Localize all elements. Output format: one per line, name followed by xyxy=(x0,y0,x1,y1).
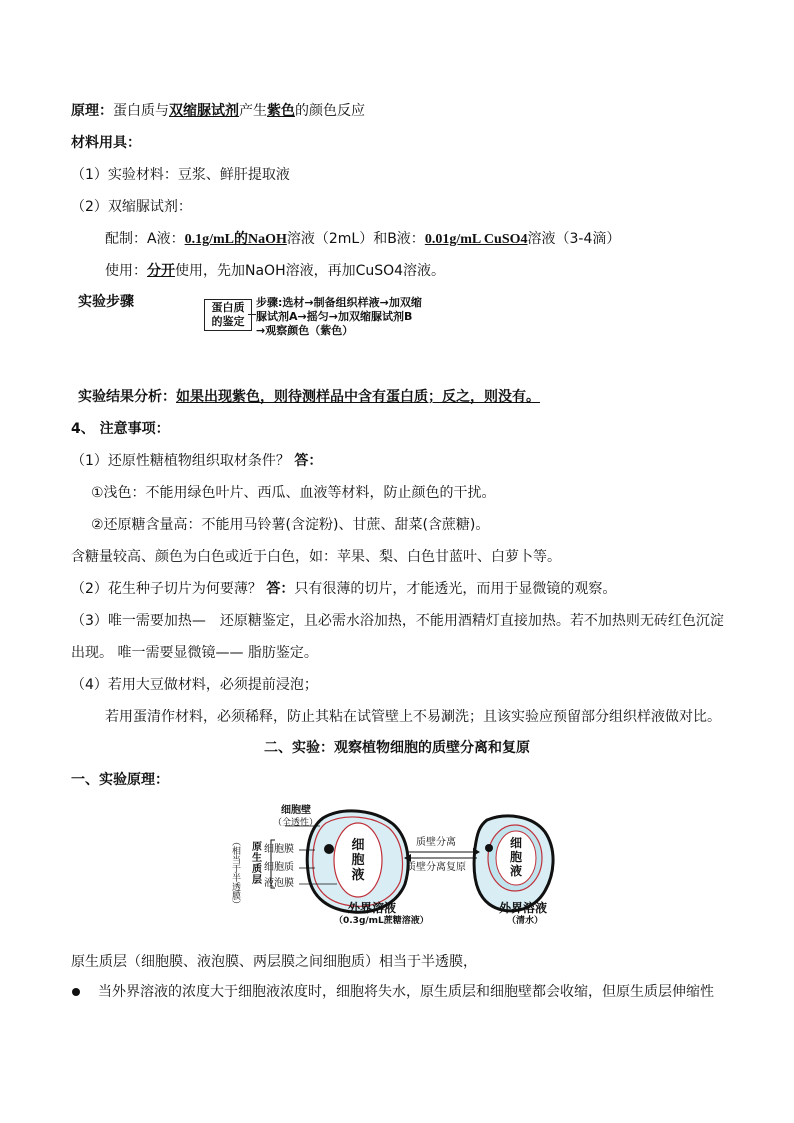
label-layer-1: 原 xyxy=(252,842,262,853)
left-cell-nucleus xyxy=(324,844,334,854)
note-1a: ①浅色：不能用绿色叶片、西瓜、血液等材料，防止颜色的干扰。 xyxy=(91,485,496,501)
principle-color: 紫色 xyxy=(267,103,295,119)
right-cell-nucleus xyxy=(485,844,493,852)
prep-line xyxy=(105,229,620,250)
section-2-heading: 一、实验原理： xyxy=(71,772,169,788)
label-sap-right-1: 细 xyxy=(509,836,522,850)
section-2-title: 二、实验：观察植物细胞的质壁分离和复原 xyxy=(264,740,530,756)
use-text-1: 使用： xyxy=(105,263,147,279)
label-cell-wall: 细胞壁 xyxy=(281,805,311,816)
note-2-answer: 只有很薄的切片，才能透光，而用于显微镜的观察。 xyxy=(294,581,617,597)
label-sap-right xyxy=(508,836,524,878)
label-vacuole-membrane: 液泡膜 xyxy=(264,878,294,889)
label-outer-left: 外界溶液 xyxy=(348,901,397,915)
section-2-bullet-1: 当外界溶液的浓度大于细胞液浓度时，细胞将失水，原生质层和细胞壁都会收缩，但原生质层伸缩性 xyxy=(98,984,714,1000)
note-1 xyxy=(71,451,322,471)
note-2-question: （2）花生种子切片为何要薄？ xyxy=(71,581,267,597)
steps-line-2: 脲试剂A→摇匀→加双缩脲试剂B xyxy=(256,310,413,323)
note-1c: 含糖量较高、颜色为白色或近于白色，如：苹果、梨、白色甘蓝叶、白萝卜等。 xyxy=(71,549,561,565)
label-sap-left-1: 细 xyxy=(351,838,365,853)
label-plasmolysis: 质壁分离 xyxy=(416,837,456,848)
principle-text-3: 的颜色反应 xyxy=(295,103,365,119)
principle-label: 原理： xyxy=(71,103,113,119)
label-sap-right-3: 液 xyxy=(509,864,522,878)
prep-text-3: 溶液（3-4滴） xyxy=(527,231,621,247)
label-outer-right-note: （清水） xyxy=(507,916,544,926)
note-4a: （4）若用大豆做材料，必须提前浸泡； xyxy=(71,677,318,693)
label-recovery: 质壁分离复原 xyxy=(406,862,466,873)
prep-b-conc: 0.01g/mL CuSO4 xyxy=(424,232,528,247)
label-sap-left-3: 液 xyxy=(351,868,365,883)
principle-text-2: 产生 xyxy=(239,103,267,119)
notes-title: 4、 注意事项： xyxy=(71,421,170,437)
label-cell-wall-note: （全透性） xyxy=(273,818,319,828)
prep-text-2: 溶液（2mL）和B液： xyxy=(286,231,425,247)
steps-box-line-1: 蛋白质 xyxy=(211,301,245,314)
steps-box-line-2: 的鉴定 xyxy=(211,315,245,328)
bullet-icon xyxy=(72,988,80,996)
steps-line-3: →观察颜色（紫色） xyxy=(256,324,354,337)
steps-connector xyxy=(248,314,256,315)
result-label: 实验结果分析： xyxy=(78,389,176,405)
label-layer-3: 质 xyxy=(252,864,262,875)
label-layer-4: 层 xyxy=(252,875,262,886)
steps-line-1: 步骤:选材→制备组织样液→加双缩 xyxy=(256,296,422,309)
label-sap-right-2: 胞 xyxy=(509,850,522,864)
note-1-answer-label: 答： xyxy=(294,453,323,469)
prep-text-1: 配制：A液： xyxy=(105,231,185,247)
note-3b: 出现。 唯一需要显微镜—— 脂肪鉴定。 xyxy=(71,645,318,661)
label-cytoplasm: 细胞质 xyxy=(264,862,294,873)
note-2 xyxy=(71,579,616,599)
steps-box xyxy=(204,299,252,331)
label-outer-left-note: （0.3g/mL蔗糖溶液） xyxy=(334,916,429,926)
note-3a: （3）唯一需要加热— 还原糖鉴定，且必需水浴加热，不能用酒精灯直接加热。若不加热则无砖红色沉淀 xyxy=(71,613,724,629)
principle-line xyxy=(71,101,365,121)
use-separate: 分开 xyxy=(147,263,175,279)
principle-reagent: 双缩脲试剂 xyxy=(169,103,239,119)
label-side-note: （相当于半透膜） xyxy=(230,837,240,909)
materials-title: 材料用具： xyxy=(71,135,141,151)
label-sap-left xyxy=(350,838,366,883)
label-protoplast-layer xyxy=(252,842,262,886)
note-1-question: （1）还原性糖植物组织取材条件？ xyxy=(71,453,295,469)
label-sap-left-2: 胞 xyxy=(351,853,365,868)
result-line xyxy=(78,387,540,407)
materials-item-1: （1）实验材料：豆浆、鲜肝提取液 xyxy=(71,167,290,183)
use-text-2: 使用，先加NaOH溶液，再加CuSO4溶液。 xyxy=(175,263,446,279)
note-1b: ②还原糖含量高：不能用马铃薯(含淀粉)、甘蔗、甜菜(含蔗糖)。 xyxy=(91,517,490,533)
label-layer-2: 生 xyxy=(252,853,262,864)
steps-title: 实验步骤 xyxy=(78,294,134,310)
label-outer-right: 外界溶液 xyxy=(499,901,548,915)
note-2-answer-label: 答： xyxy=(266,581,295,597)
principle-text-1: 蛋白质与 xyxy=(113,103,169,119)
section-2-paragraph: 原生质层（细胞膜、液泡膜、两层膜之间细胞质）相当于半透膜， xyxy=(71,954,477,970)
use-line xyxy=(105,261,445,281)
prep-a-conc: 0.1g/mL的NaOH xyxy=(184,232,287,247)
label-membrane: 细胞膜 xyxy=(264,844,294,855)
note-4b: 若用蛋清作材料，必须稀释，防止其粘在试管壁上不易涮洗；且该实验应预留部分组织样液做对比。 xyxy=(105,709,721,725)
result-text: 如果出现紫色，则待测样品中含有蛋白质；反之，则没有。 xyxy=(176,389,540,405)
materials-item-2: （2）双缩脲试剂： xyxy=(71,199,192,215)
